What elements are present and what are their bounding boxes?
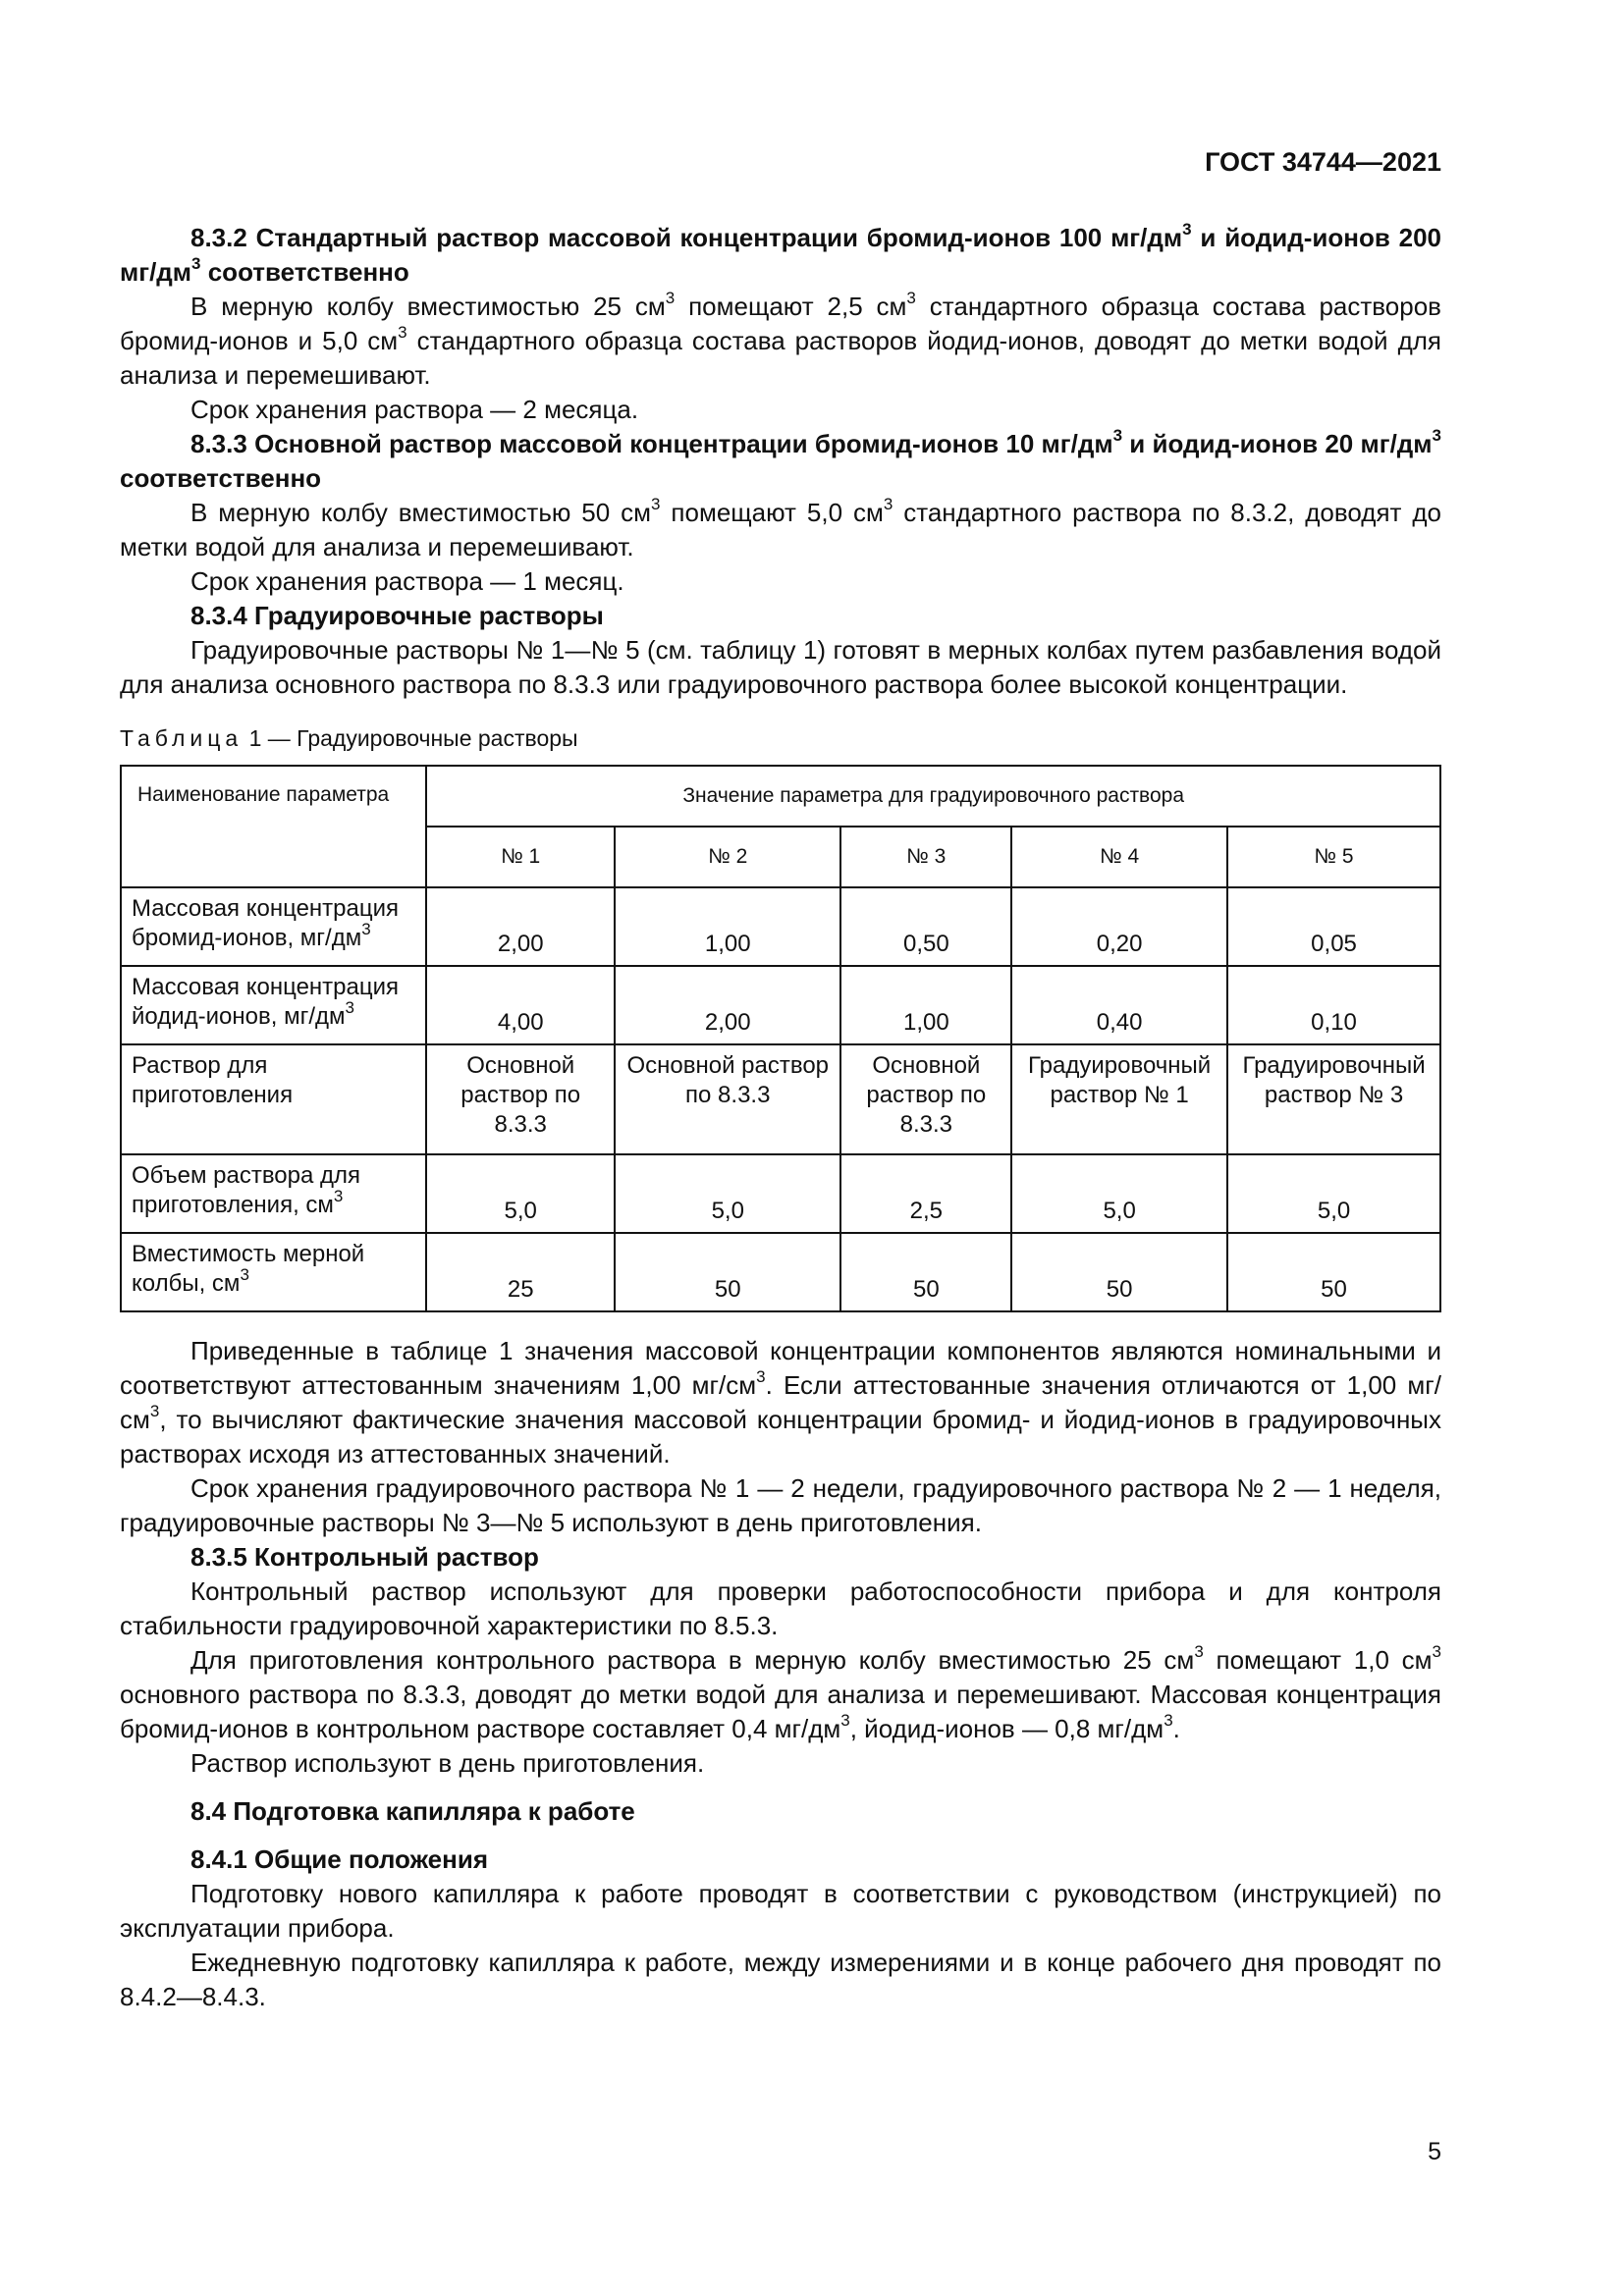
column-header-solution: № 4 — [1011, 827, 1227, 887]
table-cell: 0,20 — [1011, 887, 1227, 966]
row-label: Раствор для приготовления — [121, 1044, 426, 1154]
heading-8-3-3: 8.3.3 Основной раствор массовой концентрации бромид-ионов 10 $мг/дм^3$ и йодид-ионов 20 $мг/дм^3$ соответственно — [120, 426, 1441, 493]
table-cell: 1,00 — [615, 887, 840, 966]
table-cell: 50 — [840, 1233, 1011, 1311]
heading-8-3-5: 8.3.5 Контрольный раствор — [190, 1542, 539, 1572]
calibration-table — [120, 765, 1441, 1312]
table-row — [121, 966, 1440, 1044]
table-cell: Основной раствор по 8.3.3 — [426, 1044, 615, 1154]
paragraph: В мерную колбу вместимостью 25 $см^3$ помещают 2,5 $см^3$ стандартного образца состава растворов бромид-ионов и 5,0 $см^3$ стандартного образца состава растворов йодид-ионов, доводят до метки водой для анализа и перемешивают. — [120, 289, 1441, 390]
row-label: Массовая концентрация бромид-ионов, $мг/дм^3$ — [121, 887, 426, 966]
paragraph: Для приготовления контрольного раствора в мерную колбу вместимостью 25 $см^3$ помещают 1,0 $см^3$ основного раствора по 8.3.3, доводят до метки водой для анализа и перемешивают. Массовая концентрация бромид-ионов в контрольном растворе составляет 0,4 $мг/дм^3$, йодид-ионов — 0,8 $мг/дм^3$. — [120, 1642, 1441, 1743]
table-cell: Основной раствор по 8.3.3 — [840, 1044, 1011, 1154]
page-number: 5 — [1428, 2138, 1441, 2165]
column-header-value-group: Значение параметра для градуировочного раствора — [426, 766, 1440, 827]
column-header-solution: № 5 — [1227, 827, 1440, 887]
paragraph: Контрольный раствор используют для проверки работоспособности прибора и для контроля стабильности градуировочной характеристики по 8.5.3. — [120, 1576, 1441, 1640]
row-label: Объем раствора для приготовления, $см^3$ — [121, 1154, 426, 1233]
table-cell: 5,0 — [615, 1154, 840, 1233]
table-cell: Градуировочный раствор № 3 — [1227, 1044, 1440, 1154]
document-id: ГОСТ 34744—2021 — [1205, 147, 1441, 177]
table-header-row — [121, 766, 1440, 827]
page-content — [120, 221, 1441, 2014]
table-cell: 2,00 — [615, 966, 840, 1044]
table-row — [121, 887, 1440, 966]
table-cell: Градуировочный раствор № 1 — [1011, 1044, 1227, 1154]
table-cell: 1,00 — [840, 966, 1011, 1044]
table-row — [121, 1233, 1440, 1311]
table-cell: 25 — [426, 1233, 615, 1311]
paragraph: Подготовку нового капилляра к работе проводят в соответствии с руководством (инструкцией) по эксплуатации прибора. — [120, 1879, 1441, 1943]
heading-8-4-1: 8.4.1 Общие положения — [190, 1844, 488, 1874]
table-cell: 50 — [615, 1233, 840, 1311]
row-label: Массовая концентрация йодид-ионов, $мг/дм^3$ — [121, 966, 426, 1044]
table-cell: 50 — [1011, 1233, 1227, 1311]
table-cell: 0,40 — [1011, 966, 1227, 1044]
heading-8-3-4: 8.3.4 Градуировочные растворы — [190, 601, 604, 630]
table-row — [121, 1044, 1440, 1154]
paragraph: Приведенные в таблице 1 значения массовой концентрации компонентов являются номинальными и соответствуют аттестованным значениям 1,00 $мг/см^3$. Если аттестованные значения отличаются от 1,00 $мг/см^3$, то вычисляют фактические значения массовой концентрации бромид- и йодид-ионов в градуировочных растворах исходя из аттестованных значений. — [120, 1336, 1441, 1468]
column-header-solution: № 3 — [840, 827, 1011, 887]
paragraph: В мерную колбу вместимостью 50 $см^3$ помещают 5,0 $см^3$ стандартного раствора по 8.3.2, доводят до метки водой для анализа и перемешивают. — [120, 495, 1442, 561]
table-cell: 4,00 — [426, 966, 615, 1044]
row-label: Вместимость мерной колбы, $см^3$ — [121, 1233, 426, 1311]
paragraph: Срок хранения раствора — 1 месяц. — [190, 566, 624, 596]
table-cell: 2,00 — [426, 887, 615, 966]
paragraph: Ежедневную подготовку капилляра к работе, между измерениями и в конце рабочего дня проводят по 8.4.2—8.4.3. — [120, 1948, 1441, 2011]
column-header-solution: № 1 — [426, 827, 615, 887]
table-cell: 0,05 — [1227, 887, 1440, 966]
paragraph: Срок хранения раствора — 2 месяца. — [190, 395, 639, 424]
table-row — [121, 1154, 1440, 1233]
table-cell: 0,50 — [840, 887, 1011, 966]
table-caption: Таблица 1 — Градуировочные растворы — [120, 725, 578, 751]
paragraph: Раствор используют в день приготовления. — [190, 1748, 705, 1778]
table-cell: 5,0 — [426, 1154, 615, 1233]
table-cell: Основной раствор по 8.3.3 — [615, 1044, 840, 1154]
column-header-solution: № 2 — [615, 827, 840, 887]
paragraph: Срок хранения градуировочного раствора № 1 — 2 недели, градуировочного раствора № 2 — 1 неделя, градуировочные растворы № 3—№ 5 используют в день приготовления. — [120, 1473, 1441, 1537]
paragraph: Градуировочные растворы № 1—№ 5 (см. таблицу 1) готовят в мерных колбах путем разбавления водой для анализа основного раствора по 8.3.3 или градуировочного раствора более высокой концентрации. — [120, 635, 1441, 699]
table-cell: 2,5 — [840, 1154, 1011, 1233]
table-cell: 5,0 — [1227, 1154, 1440, 1233]
heading-8-4: 8.4 Подготовка капилляра к работе — [190, 1796, 635, 1826]
table-cell: 50 — [1227, 1233, 1440, 1311]
heading-8-3-2: 8.3.2 Стандартный раствор массовой концентрации бромид-ионов 100 $мг/дм^3$ и йодид-ионов 200 $мг/дм^3$ соответственно — [120, 220, 1442, 287]
table-cell: 0,10 — [1227, 966, 1440, 1044]
table-cell: 5,0 — [1011, 1154, 1227, 1233]
column-header-parameter: Наименование параметра — [121, 766, 426, 887]
